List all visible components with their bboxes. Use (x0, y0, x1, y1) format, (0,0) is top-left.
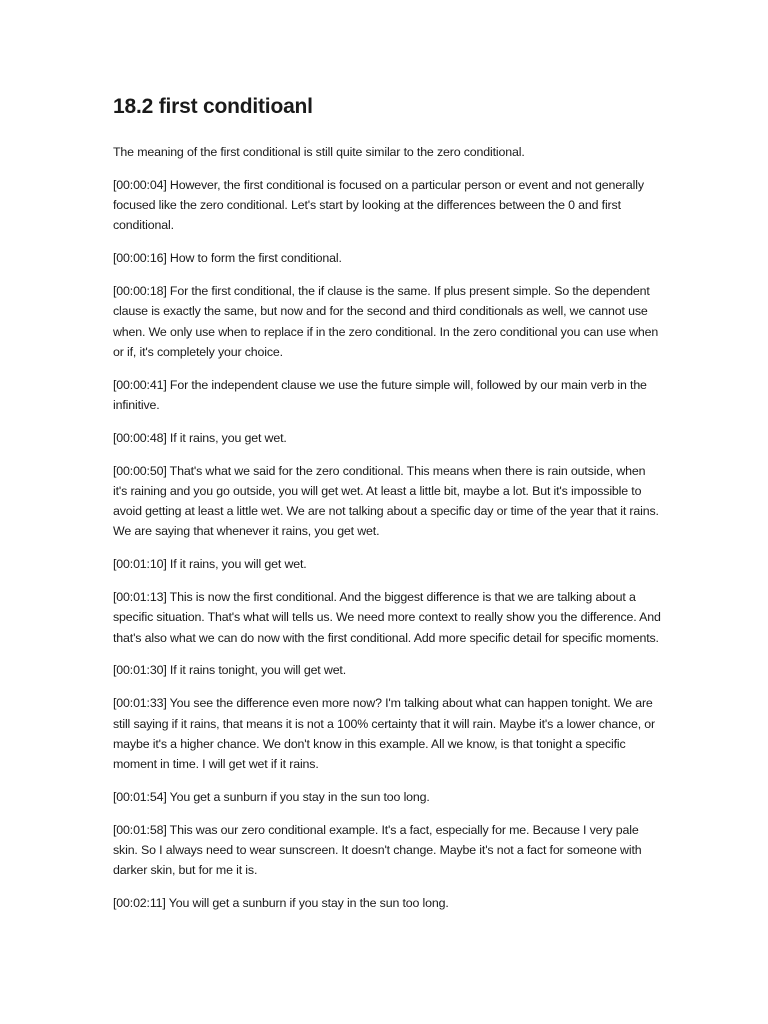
paragraph: [00:02:11] You will get a sunburn if you stay in the sun too long. (113, 896, 449, 911)
document-title: 18.2 first conditioanl (113, 95, 313, 118)
document-page (113, 92, 661, 926)
paragraph: [00:01:10] If it rains, you will get wet. (113, 557, 307, 572)
paragraph: [00:01:54] You get a sunburn if you stay in the sun too long. (113, 789, 430, 804)
paragraph: [00:00:50] That's what we said for the zero conditional. This means when there is rain outside, when it's raining and you go outside, you will get wet. At least a little bit, maybe a lot. But it's impossible to avoid getting at least a little wet. We are not talking about a specific day or time of the year that it rains. We are saying that whenever it rains, you get wet. (113, 463, 659, 539)
paragraph: [00:00:18] For the first conditional, the if clause is the same. If plus present simple. So the dependent clause is exactly the same, but now and for the second and third conditionals as well, we cannot use when. We only use when to replace if in the zero conditional. In the zero conditional you can use when or if, it's completely your choice. (113, 283, 659, 359)
paragraph: [00:01:30] If it rains tonight, you will get wet. (113, 663, 347, 678)
paragraph: The meaning of the first conditional is still quite similar to the zero conditional. (113, 145, 525, 159)
paragraph: [00:01:58] This was our zero conditional example. It's a fact, especially for me. Because I very pale skin. So I always need to wear sunscreen. It doesn't change. Maybe it's not a fact for someone with darker skin, but for me it is. (113, 822, 642, 878)
paragraph: [00:00:16] How to form the first conditional. (113, 251, 342, 266)
paragraph: [00:00:41] For the independent clause we use the future simple will, followed by our main verb in the infinitive. (113, 377, 647, 412)
paragraph: [00:00:04] However, the first conditional is focused on a particular person or event and not generally focused like the zero conditional. Let's start by looking at the differences between the 0 and first conditional. (113, 177, 644, 233)
paragraph: [00:01:33] You see the difference even more now? I'm talking about what can happen tonight. We are still saying if it rains, that means it is not a 100% certainty that it will rain. Maybe it's a lower chance, or maybe it's a higher chance. We don't know in this example. All we know, is that tonight a specific moment in time. I will get wet if it rains. (113, 696, 656, 772)
paragraph: [00:01:13] This is now the first conditional. And the biggest difference is that we are talking about a specific situation. That's what will tells us. We need more context to really show you the difference. And that's also what we can do now with the first conditional. Add more specific detail for specific moments. (113, 590, 661, 645)
paragraph: [00:00:48] If it rains, you get wet. (113, 430, 287, 445)
